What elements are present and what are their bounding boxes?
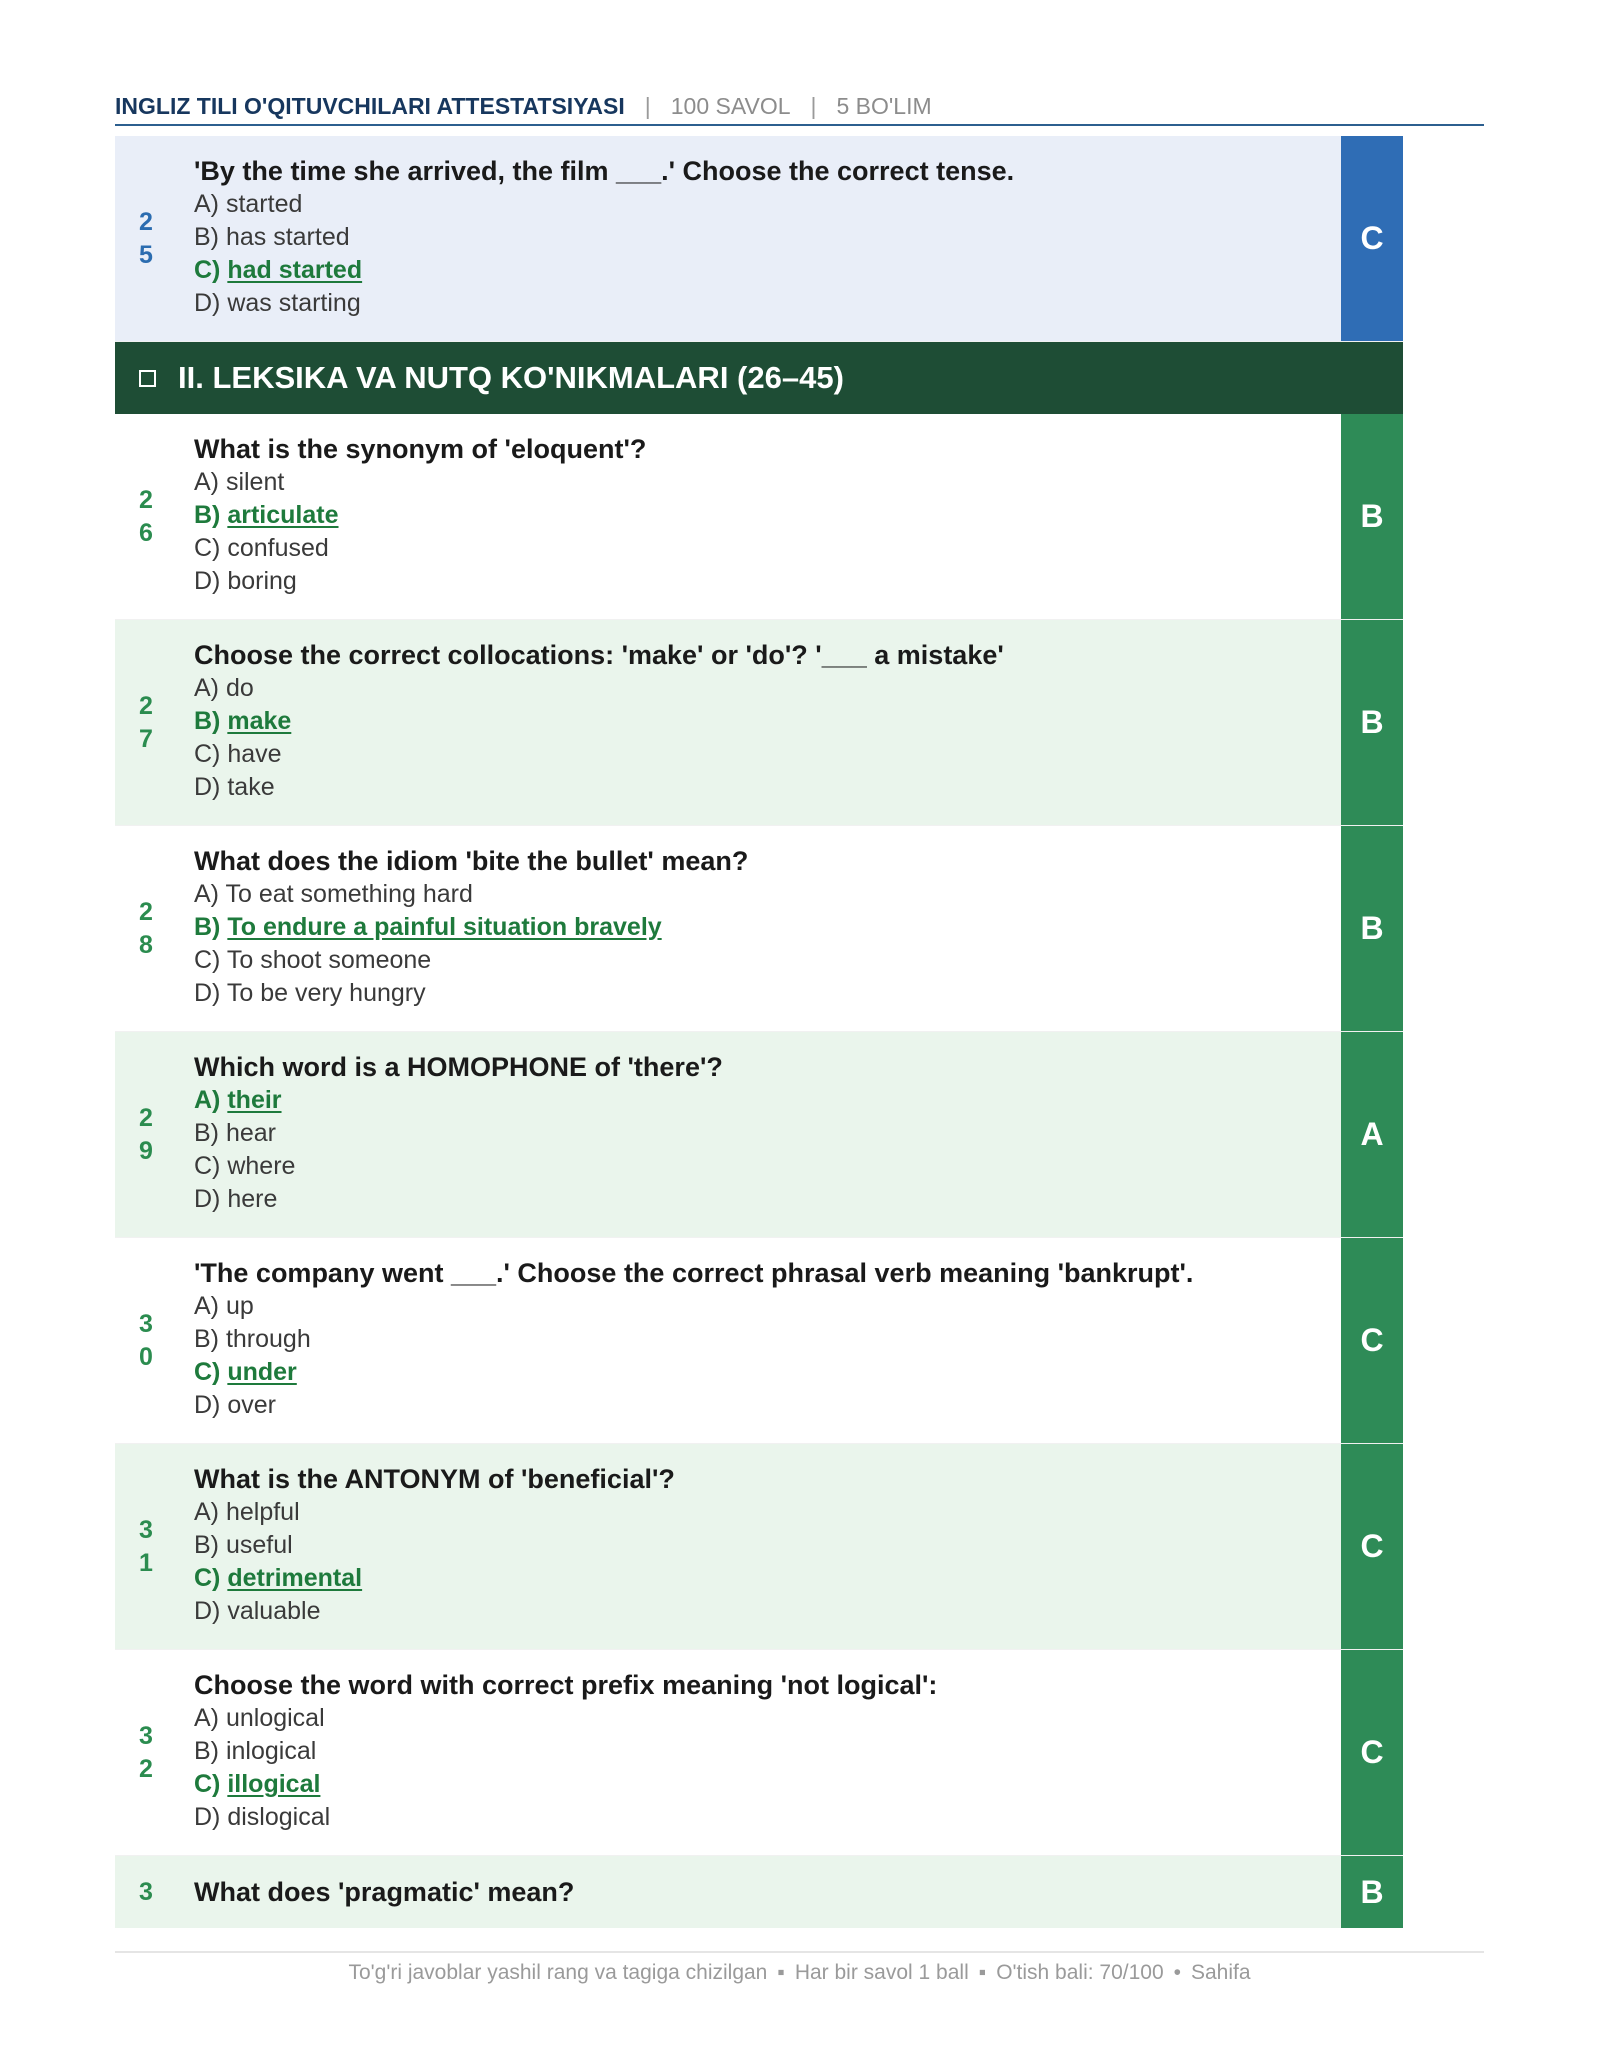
question-row-30 <box>115 1238 1403 1444</box>
question-body <box>194 1256 1323 1422</box>
option-c: C) have <box>194 740 282 768</box>
question-number: 2 9 <box>139 1103 153 1165</box>
option-d: D) was starting <box>194 289 361 317</box>
question-number: 2 7 <box>139 691 153 753</box>
question-number: 2 6 <box>139 485 153 547</box>
option-b-correct: B) To endure a painful situation bravely <box>194 913 662 941</box>
footer-note-correct: To'g'ri javoblar yashil rang va tagiga chizilgan <box>348 1961 768 1984</box>
option-a: A) To eat something hard <box>194 880 473 908</box>
checkbox-icon <box>139 370 156 387</box>
question-number: 3 0 <box>139 1309 153 1371</box>
footer-bullet: ▪ <box>777 1961 785 1984</box>
page-footer <box>115 1951 1484 1985</box>
answer-badge: B <box>1341 1856 1403 1928</box>
option-b-correct: B) articulate <box>194 501 339 529</box>
question-row-25 <box>115 136 1403 342</box>
question-text: Choose the correct collocations: 'make' or 'do'? '___ a mistake' <box>194 640 1004 670</box>
answer-badge: B <box>1341 826 1403 1031</box>
question-text: What does 'pragmatic' mean? <box>194 1877 575 1907</box>
question-text: What does the idiom 'bite the bullet' mean? <box>194 846 749 876</box>
option-b: B) through <box>194 1325 311 1353</box>
question-body <box>194 844 1323 1010</box>
answer-badge: C <box>1341 1650 1403 1855</box>
question-number: 2 8 <box>139 897 153 959</box>
option-a: A) up <box>194 1292 254 1320</box>
answer-badge: C <box>1341 136 1403 341</box>
section-header <box>115 342 1403 414</box>
answer-badge: C <box>1341 1444 1403 1649</box>
question-body <box>194 1856 1323 1928</box>
option-d: D) To be very hungry <box>194 979 426 1007</box>
option-d: D) over <box>194 1391 276 1419</box>
option-a-correct: A) their <box>194 1086 282 1114</box>
option-a: A) silent <box>194 468 285 496</box>
question-row-27 <box>115 620 1403 826</box>
footer-bullet: • <box>1173 1961 1181 1984</box>
exam-title: INGLIZ TILI O'QITUVCHILARI ATTESTATSIYASI <box>115 93 625 119</box>
question-row-29 <box>115 1032 1403 1238</box>
question-text: 'The company went ___.' Choose the correct phrasal verb meaning 'bankrupt'. <box>194 1258 1194 1288</box>
question-row-26 <box>115 414 1403 620</box>
footer-note-page: Sahifa <box>1191 1961 1251 1984</box>
question-row-33 <box>115 1856 1403 1928</box>
option-d: D) here <box>194 1185 278 1213</box>
option-a: A) started <box>194 190 303 218</box>
question-row-28 <box>115 826 1403 1032</box>
option-b: B) inlogical <box>194 1737 317 1765</box>
question-body <box>194 638 1323 804</box>
question-text: Which word is a HOMOPHONE of 'there'? <box>194 1052 723 1082</box>
question-row-31 <box>115 1444 1403 1650</box>
header-separator: | <box>810 93 817 119</box>
option-a: A) unlogical <box>194 1704 325 1732</box>
option-b-correct: B) make <box>194 707 292 735</box>
answer-badge: B <box>1341 620 1403 825</box>
question-body <box>194 154 1323 320</box>
option-b: B) has started <box>194 223 350 251</box>
header-separator: | <box>644 93 651 119</box>
option-b: B) useful <box>194 1531 293 1559</box>
question-list <box>115 136 1403 1928</box>
option-d: D) dislogical <box>194 1803 331 1831</box>
answer-badge: B <box>1341 414 1403 619</box>
answer-badge: C <box>1341 1238 1403 1443</box>
question-text: What is the ANTONYM of 'beneficial'? <box>194 1464 675 1494</box>
section-count: 5 BO'LIM <box>836 93 932 119</box>
option-b: B) hear <box>194 1119 276 1147</box>
option-d: D) boring <box>194 567 297 595</box>
option-a: A) helpful <box>194 1498 300 1526</box>
question-body <box>194 1462 1323 1628</box>
option-a: A) do <box>194 674 254 702</box>
section-title: II. LEKSIKA VA NUTQ KO'NIKMALARI (26–45) <box>178 360 844 395</box>
question-text: Choose the word with correct prefix meaning 'not logical': <box>194 1670 938 1700</box>
option-c-correct: C) under <box>194 1358 297 1386</box>
option-c-correct: C) had started <box>194 256 363 284</box>
question-count: 100 SAVOL <box>670 93 791 119</box>
footer-bullet: ▪ <box>978 1961 987 1984</box>
question-number: 3 2 <box>139 1721 153 1783</box>
question-text: 'By the time she arrived, the film ___.' Choose the correct tense. <box>194 156 1015 186</box>
footer-note-pass: O'tish bali: 70/100 <box>996 1961 1164 1984</box>
option-c: C) where <box>194 1152 296 1180</box>
option-c-correct: C) illogical <box>194 1770 321 1798</box>
question-number: 3 1 <box>139 1515 153 1577</box>
question-number: 2 5 <box>139 207 153 269</box>
question-body <box>194 432 1323 598</box>
page-header <box>115 92 1484 126</box>
question-number: 3 <box>139 1877 153 1906</box>
question-body <box>194 1668 1323 1834</box>
question-body <box>194 1050 1323 1216</box>
footer-note-points: Har bir savol 1 ball <box>794 1961 969 1984</box>
option-d: D) take <box>194 773 275 801</box>
option-c: C) confused <box>194 534 329 562</box>
question-text: What is the synonym of 'eloquent'? <box>194 434 647 464</box>
option-c: C) To shoot someone <box>194 946 432 974</box>
option-c-correct: C) detrimental <box>194 1564 363 1592</box>
option-d: D) valuable <box>194 1597 321 1625</box>
question-row-32 <box>115 1650 1403 1856</box>
answer-badge: A <box>1341 1032 1403 1237</box>
